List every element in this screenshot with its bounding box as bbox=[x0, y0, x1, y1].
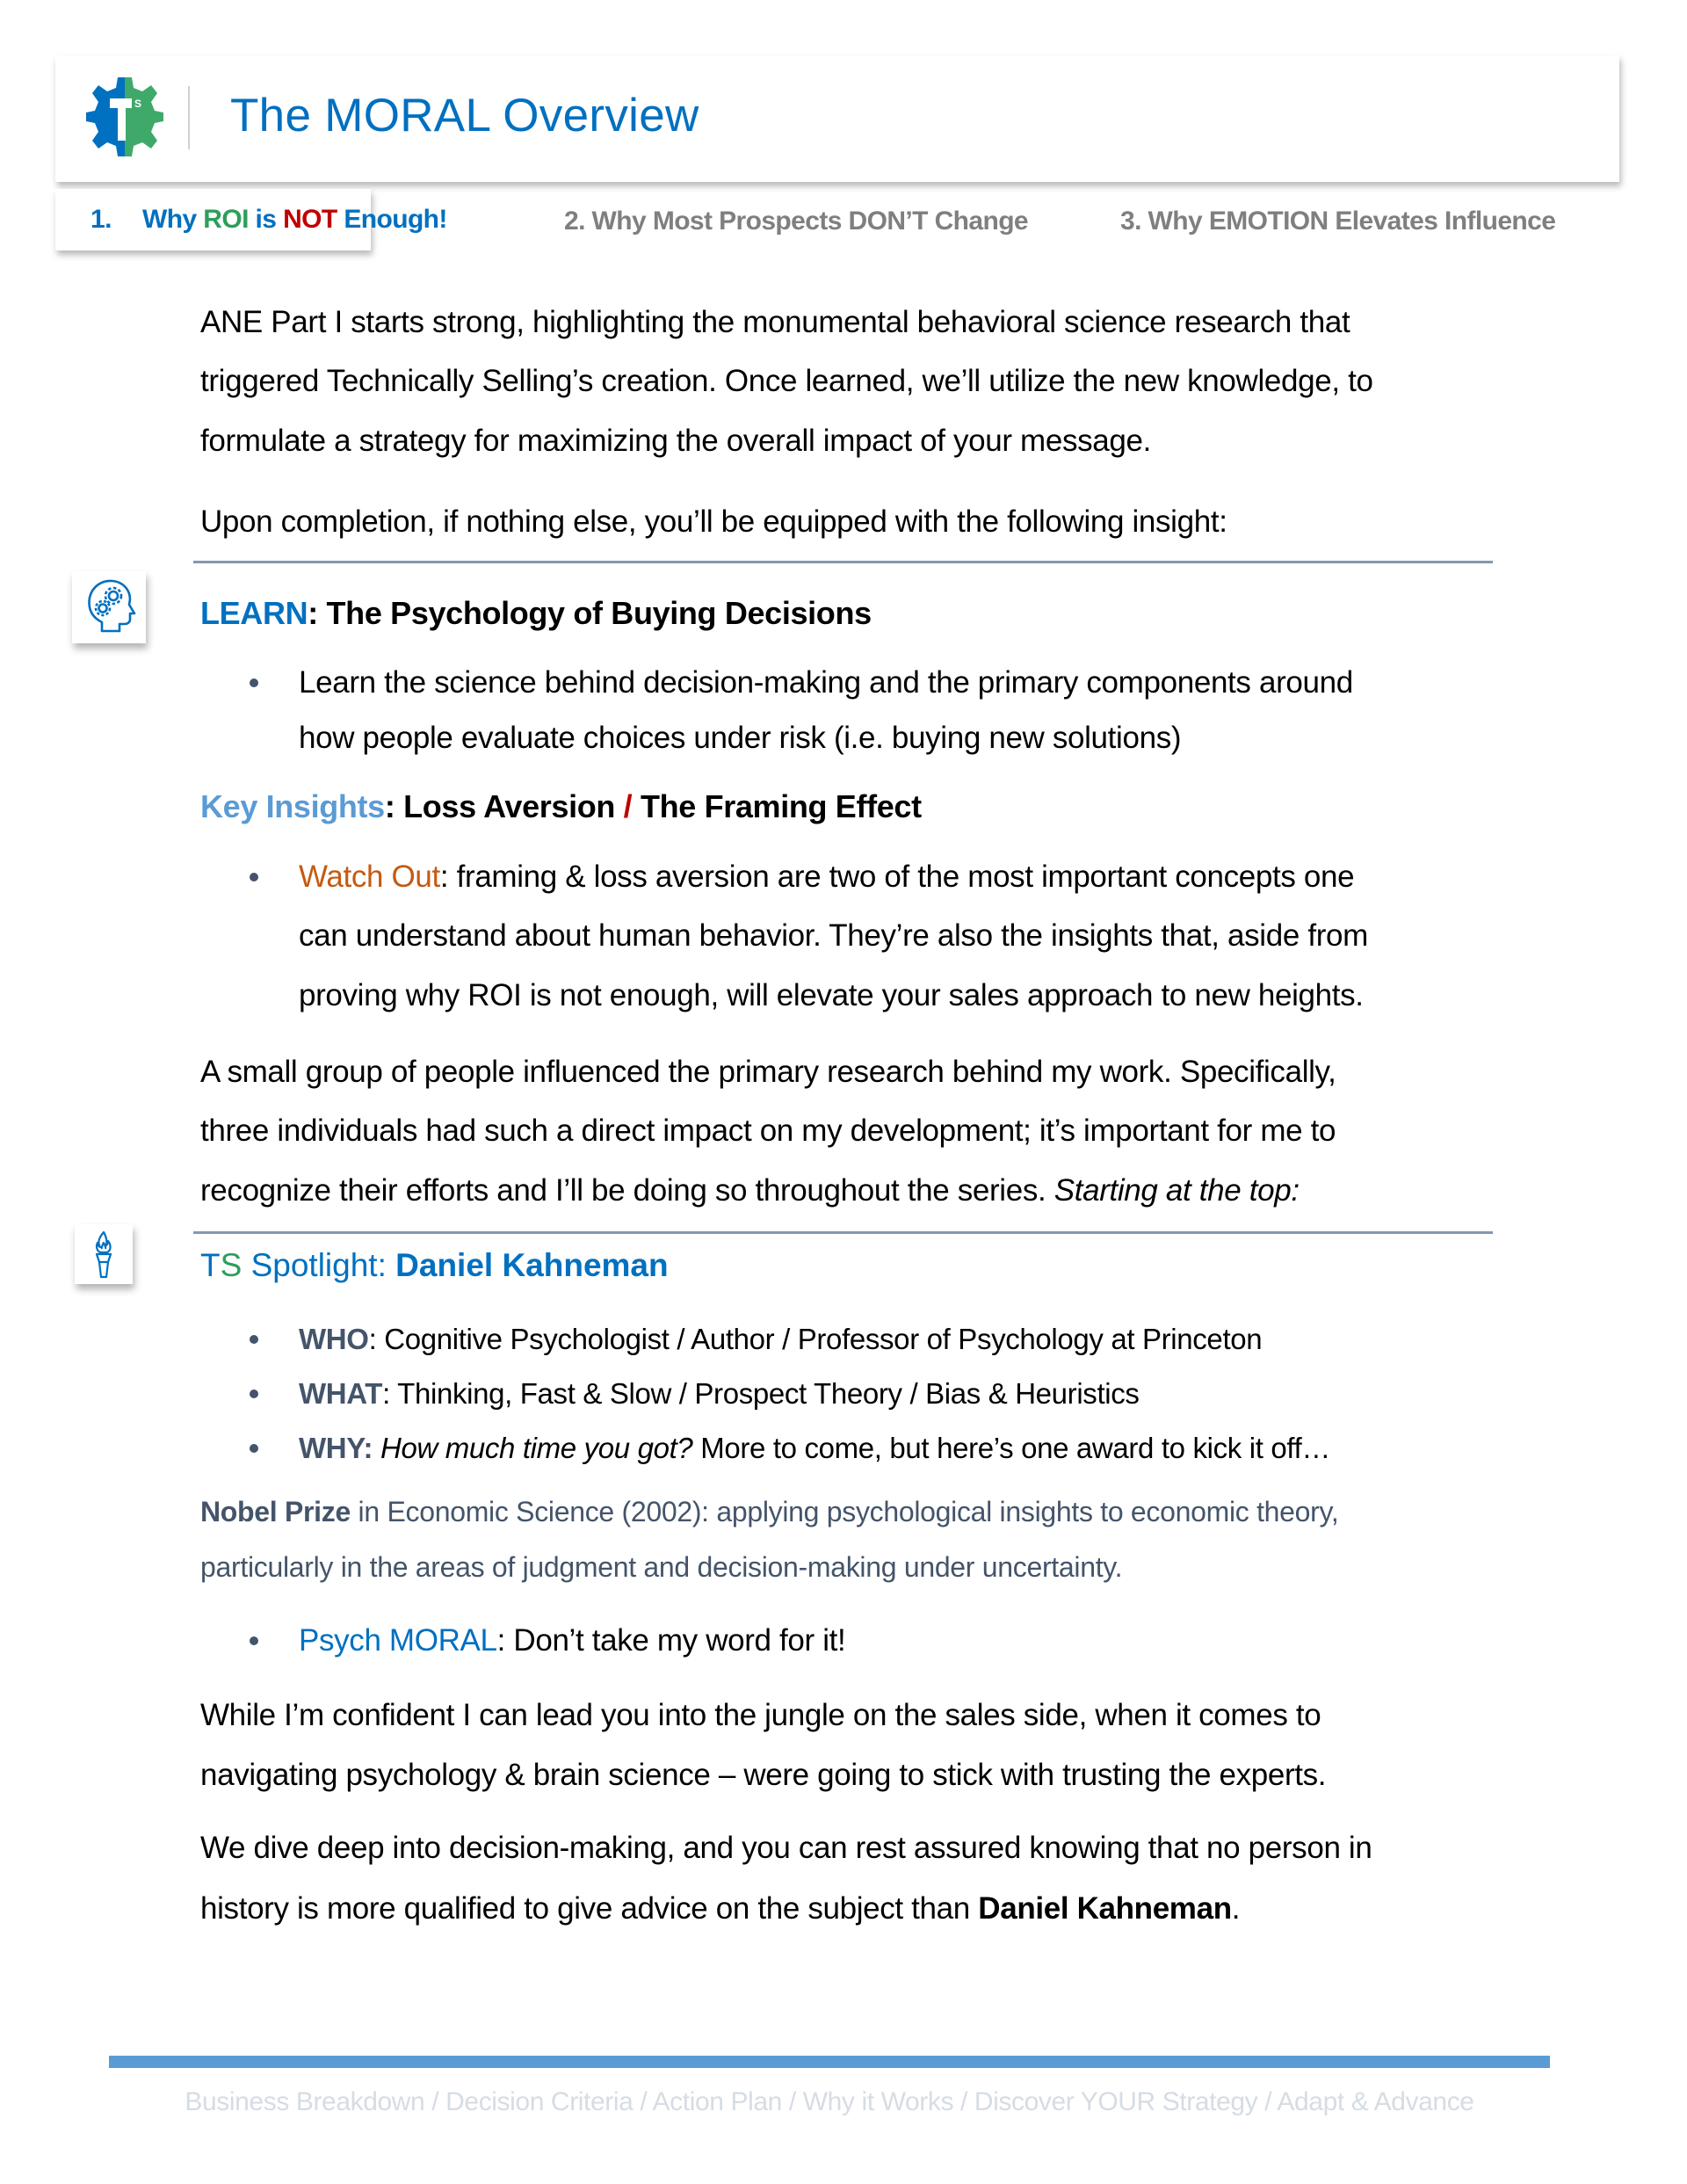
spotlight-what bbox=[299, 1376, 1140, 1411]
starting-at-top: Starting at the top: bbox=[1053, 1173, 1300, 1208]
influence-text: recognize their efforts and I’ll be doing so throughout the series. bbox=[200, 1173, 1054, 1208]
influence-line bbox=[200, 1173, 1300, 1208]
spotlight-s: S bbox=[220, 1247, 243, 1283]
learn-bullet-line: Learn the science behind decision-making and the primary components around bbox=[299, 665, 1353, 700]
footer-nav-text: Business Breakdown / Decision Criteria / Action Plan / Why it Works / Discover YOUR Strategy / Adapt & Advance bbox=[185, 2087, 1474, 2116]
tab-1-not: NOT bbox=[283, 205, 337, 234]
header-divider bbox=[188, 86, 190, 149]
what-text: : Thinking, Fast & Slow / Prospect Theory / Bias & Heuristics bbox=[382, 1377, 1140, 1410]
who-label: WHO bbox=[299, 1323, 369, 1355]
why-italic: How much time you got? bbox=[380, 1432, 693, 1464]
key-insights-label: Key Insights bbox=[200, 788, 385, 824]
tab-1-word: Why bbox=[142, 205, 204, 234]
psych-moral-line bbox=[299, 1623, 845, 1658]
nobel-line bbox=[200, 1495, 1338, 1528]
tab-1-label[interactable] bbox=[142, 204, 447, 236]
watch-out-label: Watch Out bbox=[299, 860, 440, 894]
tab-1-word: is bbox=[248, 205, 284, 234]
bullet-dot bbox=[250, 873, 258, 882]
torch-icon bbox=[75, 1224, 133, 1284]
footer-bar bbox=[109, 2056, 1550, 2068]
learn-bullet-line: how people evaluate choices under risk (i.e. buying new solutions) bbox=[299, 721, 1182, 755]
closing-name: Daniel Kahneman bbox=[978, 1891, 1232, 1926]
tab-why-prospects-dont-change[interactable]: 2. Why Most Prospects DON’T Change bbox=[564, 207, 1029, 236]
learn-icon-box bbox=[72, 571, 146, 643]
tab-1-word: Enough! bbox=[337, 205, 447, 234]
watch-out-text: : framing & loss aversion are two of the most important concepts one bbox=[439, 860, 1355, 894]
spotlight-who bbox=[299, 1322, 1262, 1357]
why-label: WHY bbox=[299, 1432, 364, 1464]
ts-gear-logo-icon bbox=[86, 77, 163, 156]
bullet-dot bbox=[250, 1444, 258, 1453]
intro-lead-in: Upon completion, if nothing else, you’ll be equipped with the following insight: bbox=[200, 504, 1227, 539]
closing-line: We dive deep into decision-making, and you can rest assured knowing that no person in bbox=[200, 1831, 1372, 1865]
learn-heading bbox=[200, 596, 872, 631]
nobel-prize-label: Nobel Prize bbox=[200, 1496, 351, 1527]
closing-line bbox=[200, 1891, 1240, 1926]
spotlight-t: T bbox=[200, 1247, 221, 1283]
key-insights-colon: : bbox=[384, 788, 404, 824]
closing-period: . bbox=[1231, 1891, 1241, 1926]
spotlight-heading bbox=[200, 1246, 669, 1285]
watch-out-line: proving why ROI is not enough, will elevate your sales approach to new heights. bbox=[299, 978, 1364, 1012]
intro-line: triggered Technically Selling’s creation. Once learned, we’ll utilize the new knowledge, to bbox=[200, 364, 1373, 398]
psych-moral-label: Psych MORAL bbox=[299, 1623, 497, 1658]
key-insight-framing-effect: The Framing Effect bbox=[640, 788, 922, 824]
section-divider bbox=[193, 1231, 1493, 1234]
bullet-dot bbox=[250, 1636, 258, 1645]
watch-out-line bbox=[299, 860, 1354, 895]
intro-line: formulate a strategy for maximizing the overall impact of your message. bbox=[200, 424, 1151, 458]
influence-line: A small group of people influenced the primary research behind my work. Specifically, bbox=[200, 1055, 1336, 1089]
why-text: More to come, but here’s one award to kick it off… bbox=[692, 1432, 1331, 1464]
learn-label: LEARN bbox=[200, 595, 308, 631]
closing-line: navigating psychology & brain science – were going to stick with trusting the experts. bbox=[200, 1758, 1327, 1792]
tab-1-number[interactable]: 1. bbox=[91, 205, 112, 234]
spotlight-why bbox=[299, 1431, 1330, 1466]
psych-moral-text: : Don’t take my word for it! bbox=[496, 1623, 846, 1658]
bullet-dot bbox=[250, 1389, 258, 1398]
section-divider bbox=[193, 561, 1493, 563]
key-insights-heading bbox=[200, 789, 922, 824]
spotlight-label: Spotlight: bbox=[242, 1247, 396, 1283]
key-insight-loss-aversion: Loss Aversion bbox=[403, 788, 616, 824]
bullet-dot bbox=[250, 678, 258, 687]
intro-line: ANE Part I starts strong, highlighting the monumental behavioral science research that bbox=[200, 305, 1350, 339]
tab-1-roi: ROI bbox=[203, 205, 249, 234]
spotlight-icon-box bbox=[75, 1224, 133, 1284]
tab-why-emotion-elevates-influence[interactable]: 3. Why EMOTION Elevates Influence bbox=[1120, 207, 1556, 236]
what-label: WHAT bbox=[299, 1377, 383, 1410]
watch-out-line: can understand about human behavior. They’re also the insights that, aside from bbox=[299, 918, 1368, 953]
nobel-text: in Economic Science (2002): applying psychological insights to economic theory, bbox=[350, 1496, 1339, 1527]
closing-text: history is more qualified to give advice on the subject than bbox=[200, 1891, 979, 1926]
head-gears-icon bbox=[72, 571, 146, 643]
closing-line: While I’m confident I can lead you into the jungle on the sales side, when it comes to bbox=[200, 1698, 1321, 1732]
spotlight-name: Daniel Kahneman bbox=[395, 1247, 669, 1283]
bullet-dot bbox=[250, 1335, 258, 1344]
nobel-line: particularly in the areas of judgment and decision-making under uncertainty. bbox=[200, 1551, 1123, 1583]
learn-title: The Psychology of Buying Decisions bbox=[326, 595, 872, 631]
influence-line: three individuals had such a direct impact on my development; it’s important for me to bbox=[200, 1114, 1336, 1148]
svg-text:S: S bbox=[134, 98, 142, 110]
page-title: The MORAL Overview bbox=[230, 90, 699, 141]
why-colon: : bbox=[363, 1432, 380, 1464]
key-insights-separator: / bbox=[615, 788, 641, 824]
learn-colon: : bbox=[308, 595, 327, 631]
who-text: : Cognitive Psychologist / Author / Professor of Psychology at Princeton bbox=[368, 1323, 1263, 1355]
